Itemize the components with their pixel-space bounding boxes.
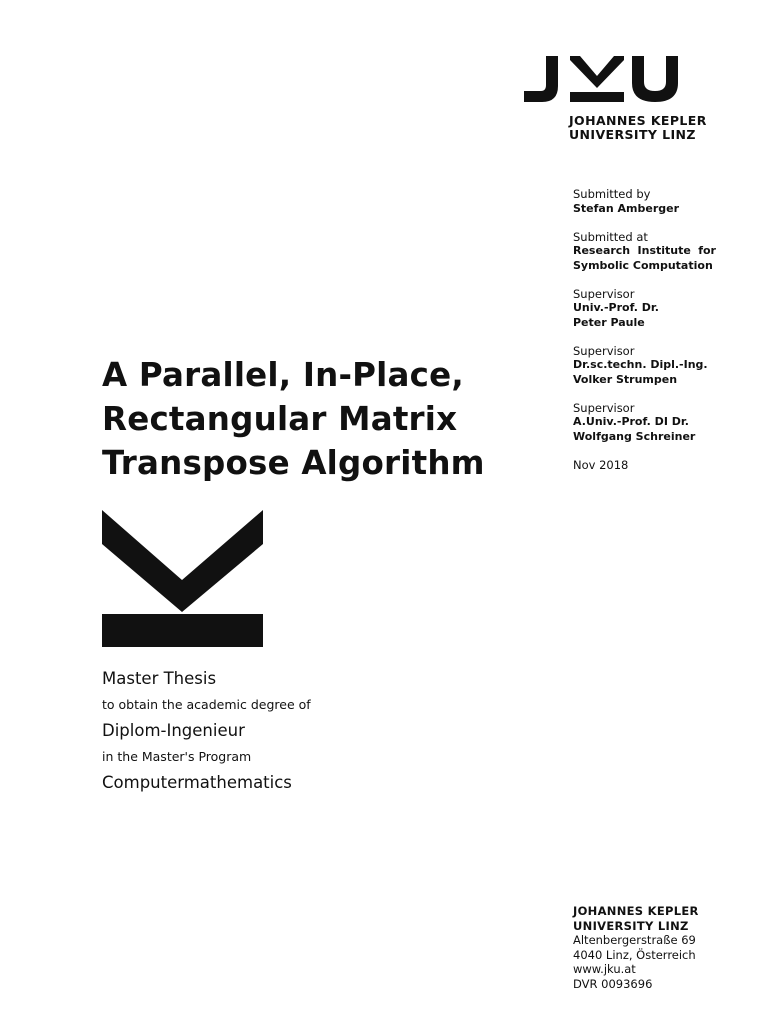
supervisor-group <box>573 287 716 331</box>
supervisor-title: A.Univ.-Prof. DI Dr. <box>573 415 689 428</box>
logo-name-line1: JOHANNES KEPLER <box>569 113 707 128</box>
supervisor-label: Supervisor <box>573 400 635 415</box>
university-address <box>573 904 699 991</box>
submitted-by-label: Submitted by <box>573 187 651 201</box>
jku-k-mark <box>102 510 263 651</box>
supervisor-label: Supervisor <box>573 343 635 358</box>
address-name-line2: UNIVERSITY LINZ <box>573 918 689 933</box>
submitted-at-value <box>573 244 716 273</box>
submitted-by-value: Stefan Amberger <box>573 201 680 215</box>
supervisor-name: Peter Paule <box>573 315 645 329</box>
degree-info <box>102 666 311 796</box>
supervisor-name: Volker Strumpen <box>573 372 678 386</box>
submission-date: Nov 2018 <box>573 457 629 472</box>
supervisor-title: Univ.-Prof. Dr. <box>573 301 659 314</box>
program-name: Computermathematics <box>102 773 292 792</box>
address-web: www.jku.at <box>573 962 636 976</box>
degree-purpose: to obtain the academic degree of <box>102 697 311 712</box>
address-name-line1: JOHANNES KEPLER <box>573 904 699 918</box>
supervisor-name: Wolfgang Schreiner <box>573 429 696 443</box>
submission-info <box>573 187 716 472</box>
submitted-at-word: Research <box>573 244 631 257</box>
supervisor-title: Dr.sc.techn. Dipl.-Ing. <box>573 358 708 371</box>
supervisor-group <box>573 344 716 388</box>
submitted-at-line2: Symbolic Computation <box>573 258 713 272</box>
title-line: Rectangular Matrix <box>102 400 458 438</box>
submitted-at-word: for <box>698 244 716 257</box>
address-street: Altenbergerstraße 69 <box>573 933 696 947</box>
title-line: Transpose Algorithm <box>102 444 485 482</box>
submitted-at-word: Institute <box>637 244 691 257</box>
supervisor-group <box>573 401 716 445</box>
address-city: 4040 Linz, Österreich <box>573 947 696 962</box>
degree-name: Diplom-Ingenieur <box>102 721 245 740</box>
submitted-by-group <box>573 187 716 216</box>
submitted-at-label: Submitted at <box>573 229 648 244</box>
program-intro: in the Master's Program <box>102 749 252 764</box>
address-dvr: DVR 0093696 <box>573 976 653 991</box>
jku-logo-mark <box>522 54 684 104</box>
title-line: A Parallel, In-Place, <box>102 356 464 394</box>
logo-name-line2: UNIVERSITY LINZ <box>569 127 696 142</box>
thesis-type: Master Thesis <box>102 669 217 688</box>
jku-logo <box>522 54 712 142</box>
supervisor-label: Supervisor <box>573 286 635 301</box>
thesis-title <box>102 353 485 485</box>
submitted-at-group <box>573 230 716 274</box>
